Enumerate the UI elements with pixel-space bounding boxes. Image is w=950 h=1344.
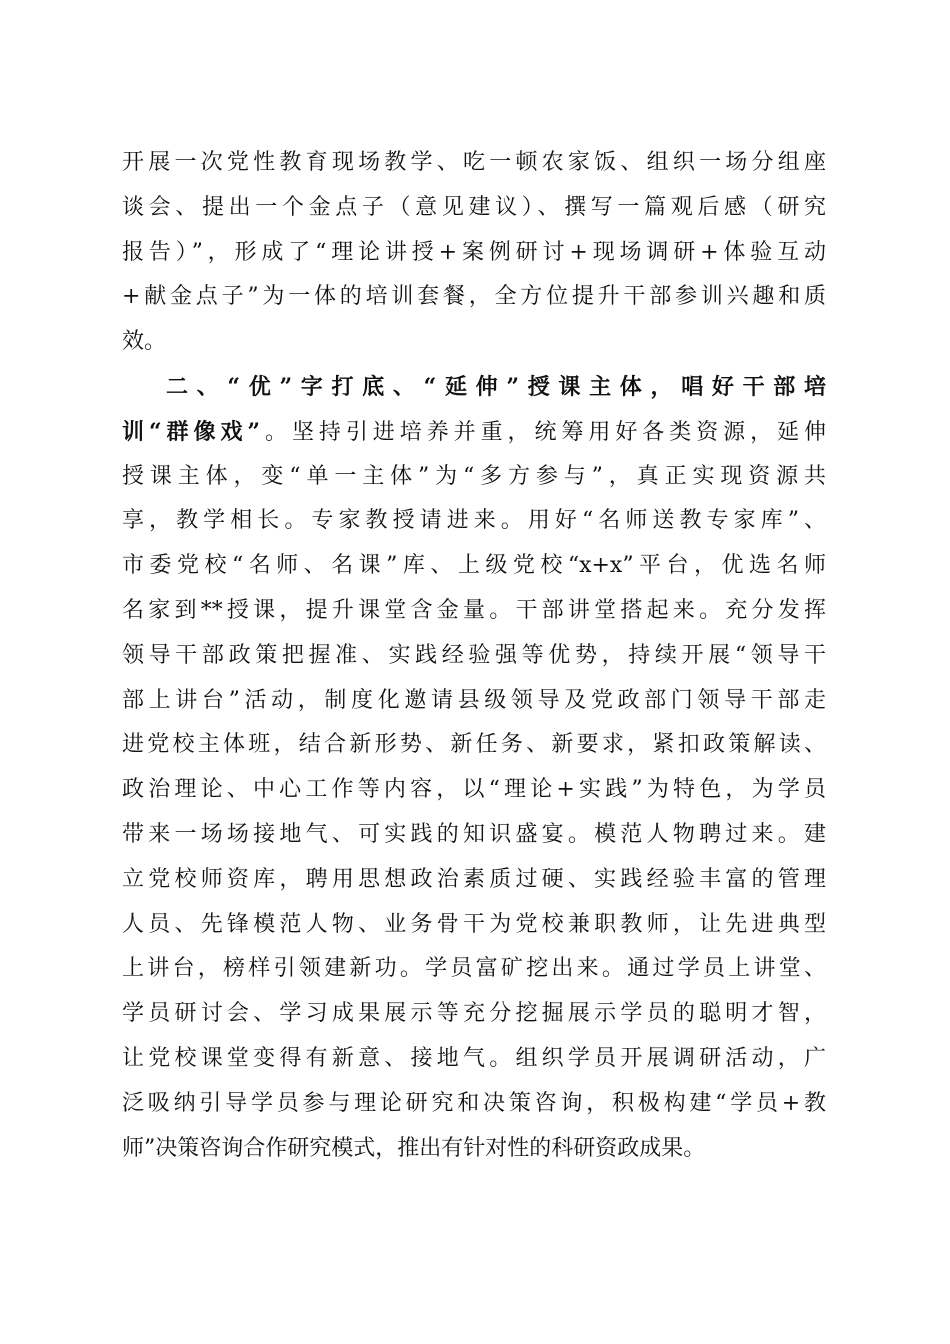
text-line: 让党校课堂变得有新意、接地气。组织学员开展调研活动，广	[122, 1045, 826, 1071]
paragraph-2	[122, 365, 826, 1171]
section-heading-cont: 训“群像戏”	[122, 418, 261, 445]
text-line: 立党校师资库，聘用思想政治素质过硬、实践经验丰富的管理	[122, 866, 826, 892]
text-line: 报告）”，形成了“理论讲授+案例研讨+现场调研+体验互动	[122, 239, 826, 265]
text-line: 上讲台，榜样引领建新功。学员富矿挖出来。通过学员上讲堂、	[122, 956, 826, 982]
text-line: 部上讲台”活动，制度化邀请县级领导及党政部门领导干部走	[122, 687, 826, 713]
text-line: 人员、先锋模范人物、业务骨干为党校兼职教师，让先进典型	[122, 911, 826, 937]
text-line	[122, 410, 826, 455]
text-line: 谈会、提出一个金点子（意见建议）、撰写一篇观后感（研究	[122, 194, 826, 220]
text-line: 师”决策咨询合作研究模式，推出有针对性的科研资政成果。	[122, 1135, 706, 1161]
text-line: 授课主体，变“单一主体”为“多方参与”，真正实现资源共	[122, 463, 826, 489]
text-line: 学员研讨会、学习成果展示等充分挖掘展示学员的聪明才智，	[122, 1001, 826, 1027]
text-line: 领导干部政策把握准、实践经验强等优势，持续开展“领导干	[122, 642, 826, 668]
text-line: 名家到**授课，提升课堂含金量。干部讲堂搭起来。充分发挥	[122, 597, 826, 623]
text-line: 享，教学相长。专家教授请进来。用好“名师送教专家库”、	[122, 508, 826, 534]
text-line: 进党校主体班，结合新形势、新任务、新要求，紧扣政策解读、	[122, 732, 826, 758]
text-segment: 。坚持引进培养并重，统筹用好各类资源，延伸	[260, 419, 826, 445]
text-line: 泛吸纳引导学员参与理论研究和决策咨询，积极构建“学员+教	[122, 1090, 826, 1116]
paragraph-1	[122, 141, 826, 365]
section-heading: 二、“优”字打底、“延伸”授课主体，唱好干部培	[166, 373, 826, 400]
text-line: 政治理论、中心工作等内容，以“理论+实践”为特色，为学员	[122, 777, 826, 803]
text-line: +献金点子”为一体的培训套餐，全方位提升干部参训兴趣和质	[122, 284, 826, 310]
text-line: 效。	[122, 329, 167, 355]
text-line: 开展一次党性教育现场教学、吃一顿农家饭、组织一场分组座	[122, 150, 826, 175]
text-line: 带来一场场接地气、可实践的知识盛宴。模范人物聘过来。建	[122, 821, 826, 847]
text-line: 市委党校“名师、名课”库、上级党校“x+x”平台，优选名师	[122, 553, 826, 579]
document-page	[122, 141, 826, 1171]
